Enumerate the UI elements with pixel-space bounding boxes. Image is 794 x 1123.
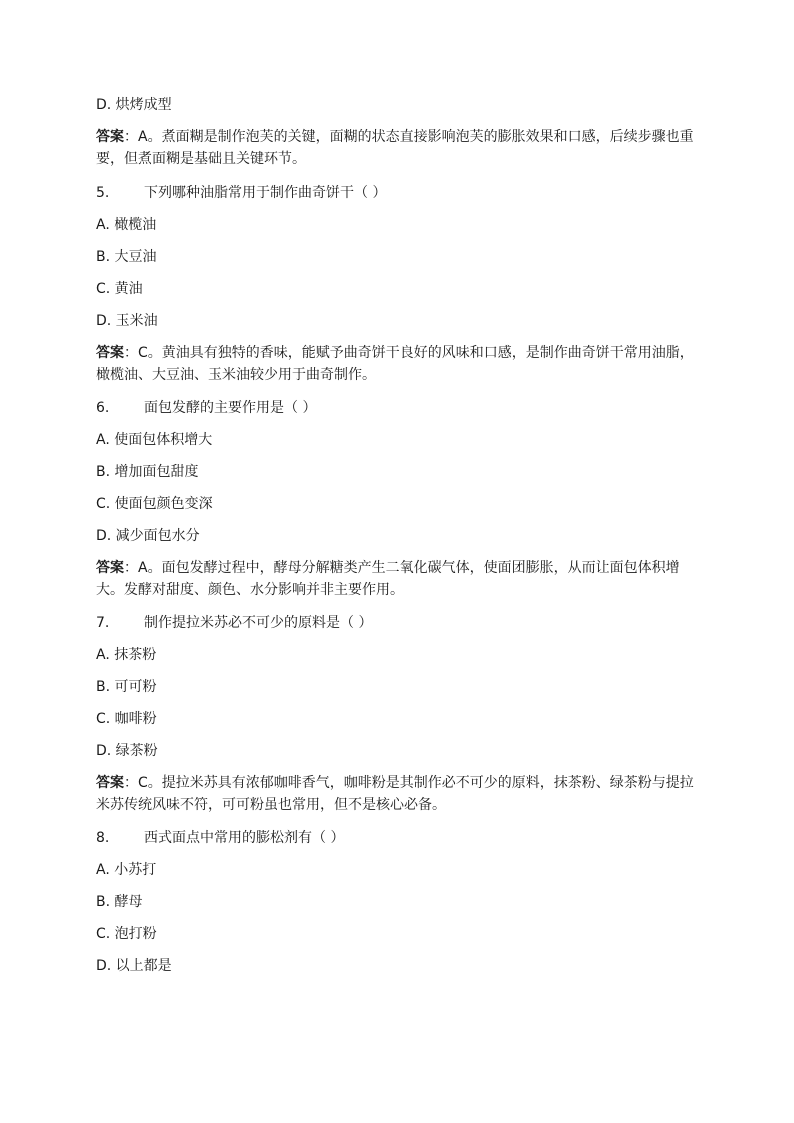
question-text: 制作提拉米苏必不可少的原料是（ ） bbox=[144, 615, 373, 631]
q6-option-a: A. 使面包体积增大 bbox=[96, 432, 213, 448]
q6-option-d: D. 减少面包水分 bbox=[96, 528, 200, 544]
q4-option-d: D. 烘烤成型 bbox=[96, 97, 172, 113]
q8-stem bbox=[96, 828, 344, 848]
q6-answer bbox=[96, 557, 700, 601]
q4-answer bbox=[96, 126, 700, 170]
q8-option-c: C. 泡打粉 bbox=[96, 926, 157, 942]
q6-option-b: B. 增加面包甜度 bbox=[96, 464, 199, 480]
answer-separator: ： bbox=[124, 560, 138, 576]
q5-option-b: B. 大豆油 bbox=[96, 249, 157, 265]
q5-answer bbox=[96, 342, 700, 386]
q5-stem bbox=[96, 183, 386, 203]
q6-stem bbox=[96, 398, 316, 418]
answer-label: 答案 bbox=[96, 560, 124, 576]
answer-text: A。面包发酵过程中，酵母分解糖类产生二氧化碳气体，使面团膨胀，从而让面包体积增大。发酵对甜度、颜色、水分影响并非主要作用。 bbox=[96, 560, 680, 598]
answer-separator: ： bbox=[124, 129, 138, 145]
q7-option-a: A. 抹茶粉 bbox=[96, 647, 157, 663]
answer-text: A。煮面糊是制作泡芙的关键，面糊的状态直接影响泡芙的膨胀效果和口感，后续步骤也重要，但煮面糊是基础且关键环节。 bbox=[96, 129, 694, 167]
q7-option-c: C. 咖啡粉 bbox=[96, 711, 157, 727]
question-number: 6. bbox=[96, 400, 110, 416]
q8-option-b: B. 酵母 bbox=[96, 894, 143, 910]
answer-text: C。提拉米苏具有浓郁咖啡香气，咖啡粉是其制作必不可少的原料，抹茶粉、绿茶粉与提拉米苏传统风味不符，可可粉虽也常用，但不是核心必备。 bbox=[96, 775, 694, 813]
question-number: 8. bbox=[96, 830, 110, 846]
q7-stem bbox=[96, 613, 372, 633]
q7-option-b: B. 可可粉 bbox=[96, 679, 157, 695]
answer-label: 答案 bbox=[96, 775, 124, 791]
question-text: 面包发酵的主要作用是（ ） bbox=[144, 400, 317, 416]
q5-option-d: D. 玉米油 bbox=[96, 313, 158, 329]
q8-option-a: A. 小苏打 bbox=[96, 862, 157, 878]
q5-option-c: C. 黄油 bbox=[96, 281, 143, 297]
q7-option-d: D. 绿茶粉 bbox=[96, 743, 158, 759]
question-text: 下列哪种油脂常用于制作曲奇饼干（ ） bbox=[144, 185, 387, 201]
question-number: 5. bbox=[96, 185, 110, 201]
q7-answer bbox=[96, 772, 700, 816]
q6-option-c: C. 使面包颜色变深 bbox=[96, 496, 213, 512]
answer-label: 答案 bbox=[96, 345, 124, 361]
question-number: 7. bbox=[96, 615, 110, 631]
q5-option-a: A. 橄榄油 bbox=[96, 217, 157, 233]
answer-separator: ： bbox=[124, 345, 138, 361]
answer-separator: ： bbox=[124, 775, 138, 791]
question-text: 西式面点中常用的膨松剂有（ ） bbox=[144, 830, 345, 846]
q8-option-d: D. 以上都是 bbox=[96, 958, 172, 974]
answer-label: 答案 bbox=[96, 129, 124, 145]
answer-text: C。黄油具有独特的香味，能赋予曲奇饼干良好的风味和口感，是制作曲奇饼干常用油脂，橄榄油、大豆油、玉米油较少用于曲奇制作。 bbox=[96, 345, 694, 383]
